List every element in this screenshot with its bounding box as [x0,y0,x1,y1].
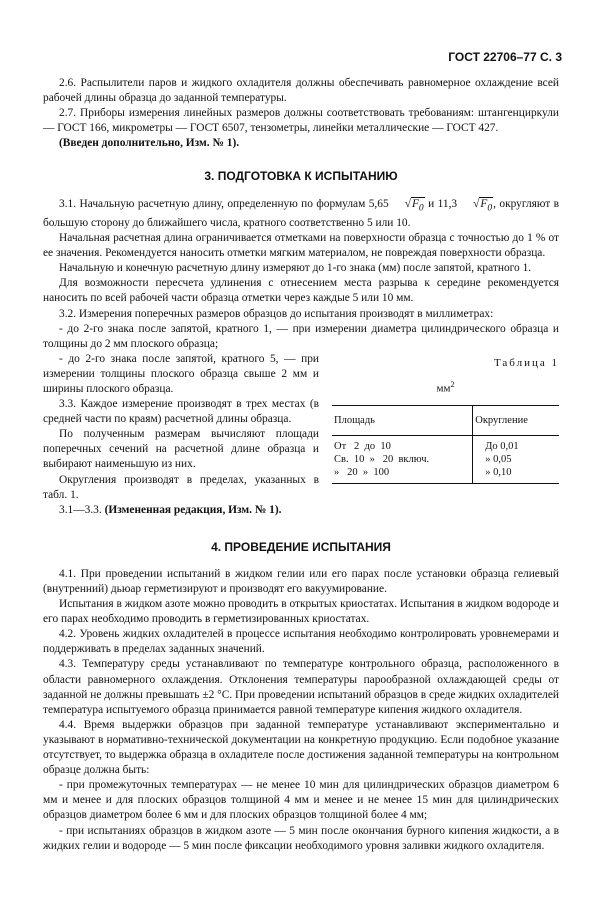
paragraph-4-2: 4.2. Уровень жидких охладителей в процессе испытания необходимо контролировать уровнемерами и поддерживать в пределах заданных значений. [43,628,559,656]
table-caption: Таблица 1 [493,356,559,369]
table-cell-area: Св. 10 » 20 включ. [332,453,473,466]
paragraph-4-1: 4.1. При проведении испытаний в жидком гелии или его парах после установки образца гелиевый (внутренний) дьюар герметизируют и производят его вакуумирование. [43,567,559,595]
table-cell-area: От 2 до 10 [332,435,473,453]
table-row [332,453,559,466]
paragraph-3-2-b: - до 2-го знака после запятой, кратного 5, — при измерении толщины плоского образца свыше 2 мм и ширины плоского образца. [43,352,319,395]
paragraph-rounding: Округления производят в пределах, указанных в табл. 1. [43,473,319,501]
table-header-round: Округление [473,405,559,435]
table-header-area: Площадь [332,405,473,435]
paragraph-3-2: 3.2. Измерения поперечных размеров образцов до испытания производят в миллиметрах: [59,307,494,320]
amendment-note-1: (Введен дополнительно, Изм. № 1). [59,137,240,150]
paragraph-3-2-a: - до 2-го знака после запятой, кратного 1, — при измерении диаметра цилиндрического образца и толщины до 2 мм плоского образца; [43,322,559,350]
table-cell-area: » 20 » 100 [332,466,473,484]
sqrt-formula-1: $√F_0$ [404,197,424,213]
sqrt-formula-2: $√F_0$ [473,197,493,213]
amendment-note-2: 3.1—3.3. (Измененная редакция, Изм. № 1). [59,503,282,516]
paragraph-nitrogen: Испытания в жидком азоте можно проводить в открытых криостатах. Испытания в жидком водороде и его парах необходимо проводить в герметизированных криостатах. [43,598,559,626]
paragraph-2-7: 2.7. Приборы измерения линейных размеров должны соответствовать требованиям: штангенциркули — ГОСТ 166, микрометры — ГОСТ 6507, тензометры, линейки металлические — ГОСТ 427. [43,107,559,135]
section-3-heading: 3. ПОДГОТОВКА К ИСПЫТАНИЮ [204,169,398,184]
paragraph-area: По полученным размерам вычисляют площади поперечных сечений на расчетной длине образца и выбирают наименьшую из них. [43,428,319,471]
table-cell-round: » 0,05 [485,453,512,465]
paragraph-4-4-a: - при промежуточных температурах — не менее 10 мин для цилиндрических образцов диаметром 6 мм и менее и для плоских образцов толщиной 4 мм и менее и не менее 15 мин для цилиндрических образцов диаметром более 6 мм и для плоских образцов толщиной более 4 мм; [43,779,559,822]
table-unit: $мм^2$ [436,379,455,395]
two-column-block [43,352,559,518]
page-header: ГОСТ 22706–77 С. 3 [448,50,562,64]
page-content [43,76,559,854]
left-column [43,352,319,518]
paragraph-recalc: Для возможности пересчета удлинения с отнесением места разрыва к середине рекомендуется наносить по всей рабочей части образца отметки через каждые 5 или 10 мм. [43,277,559,305]
paragraph-3-1: 3.1. Начальную расчетную длину, определенную по формулам 5,65 $√F_0$ и 11,3 $√F_0$, округляют в большую сторону до ближайшего числа, кратного соответственно 5 или 10. [43,197,559,229]
section-4-heading: 4. ПРОВЕДЕНИЕ ИСПЫТАНИЯ [211,539,391,554]
paragraph-4-4: 4.4. Время выдержки образцов при заданной температуре устанавливают экспериментально и указывают в нормативно-технической документации на конкретную продукцию. Если подобное указание отсутствует, то выдержка образца в охладителе после достижения заданной температуры на контрольном образце должна быть: [43,718,559,777]
paragraph-initial-length: Начальная расчетная длина ограничивается отметками на поверхности образца с точностью до 1 % от ее значения. Рекомендуется наносить отметки мягким материалом, не повреждая поверхности образца. [43,232,559,260]
paragraph-2-6: 2.6. Распылители паров и жидкого охладителя должны обеспечивать равномерное охлаждение всей рабочей длины образца до заданной температуры. [43,77,559,105]
paragraph-measure-length: Начальную и конечную расчетную длину измеряют до 1-го знака (мм) после запятой, кратного 1. [59,262,532,275]
table-1 [332,405,559,484]
paragraph-4-4-b: - при испытаниях образцов в жидком азоте — 5 мин после окончания бурного кипения жидкости, а в жидких гелии и водороде — 5 мин после фиксации необходимого уровня заливки жидкого охладителя. [43,824,559,852]
table-cell-round: » 0,10 [473,466,559,484]
table-cell-round: До 0,01 [485,440,519,452]
paragraph-3-3: 3.3. Каждое измерение производят в трех местах (в средней части по краям) расчетной длины образца. [43,398,319,426]
table-1-block [332,356,559,518]
table-row [332,435,559,453]
table-row [332,466,559,484]
paragraph-4-3: 4.3. Температуру среды устанавливают по температуре контрольного образца, расположенного в области равномерного охлаждения. Отклонения температуры парообразной охлаждающей среды от заданной не должны превышать ±2 °С. При проведении испытаний образцов в среде жидких охладителей температура испытуемого образца принимается равной температуре кипения жидкого охладителя. [43,658,559,716]
